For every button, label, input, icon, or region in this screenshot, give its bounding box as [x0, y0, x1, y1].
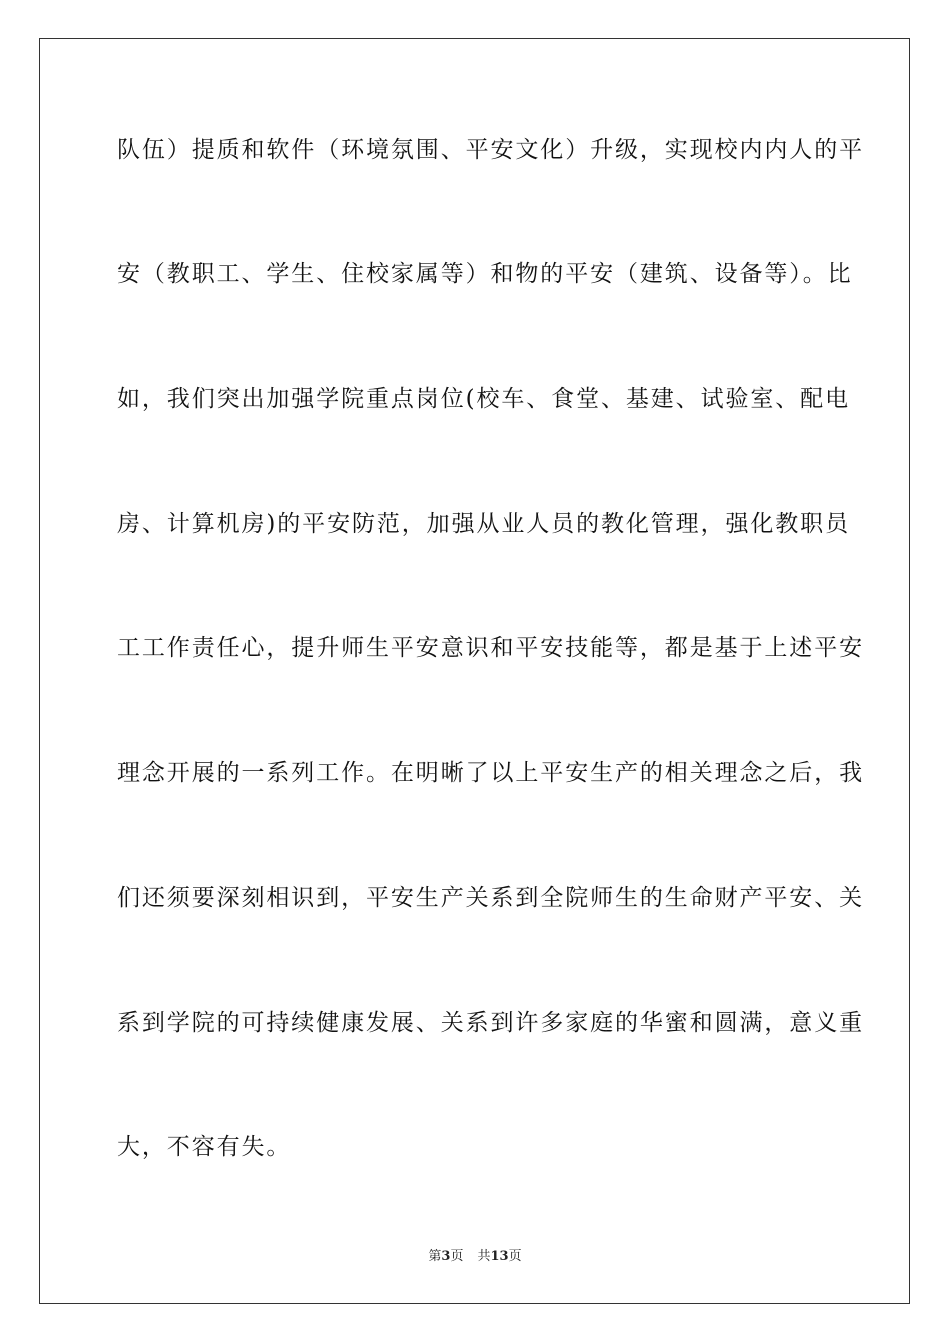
body-text-line-4: 房、计算机房)的平安防范，加强从业人员的教化管理，强化教职员 — [117, 511, 850, 537]
page-suffix: 页 — [450, 1249, 464, 1264]
body-text-line-1: 队伍）提质和软件（环境氛围、平安文化）升级，实现校内内人的平 — [117, 137, 864, 163]
page-prefix: 第 — [428, 1249, 442, 1264]
body-text-line-5: 工工作责任心，提升师生平安意识和平安技能等，都是基于上述平安 — [117, 635, 864, 661]
body-text-line-6: 理念开展的一系列工作。在明晰了以上平安生产的相关理念之后，我 — [117, 760, 864, 786]
page-border — [39, 38, 910, 1304]
total-suffix: 页 — [508, 1249, 522, 1264]
body-text-line-9: 大，不容有失。 — [117, 1134, 292, 1160]
total-prefix: 共 — [477, 1249, 491, 1264]
body-text-line-2: 安（教职工、学生、住校家属等）和物的平安（建筑、设备等）。比 — [117, 261, 853, 287]
page-footer — [0, 1248, 950, 1266]
body-text-line-3: 如，我们突出加强学院重点岗位(校车、食堂、基建、试验室、配电 — [117, 386, 850, 412]
body-text-line-7: 们还须要深刻相识到，平安生产关系到全院师生的生命财产平安、关 — [117, 885, 864, 911]
total-pages: 13 — [490, 1249, 509, 1264]
page-number: 3 — [441, 1249, 451, 1264]
body-text-line-8: 系到学院的可持续健康发展、关系到许多家庭的华蜜和圆满，意义重 — [117, 1010, 864, 1036]
